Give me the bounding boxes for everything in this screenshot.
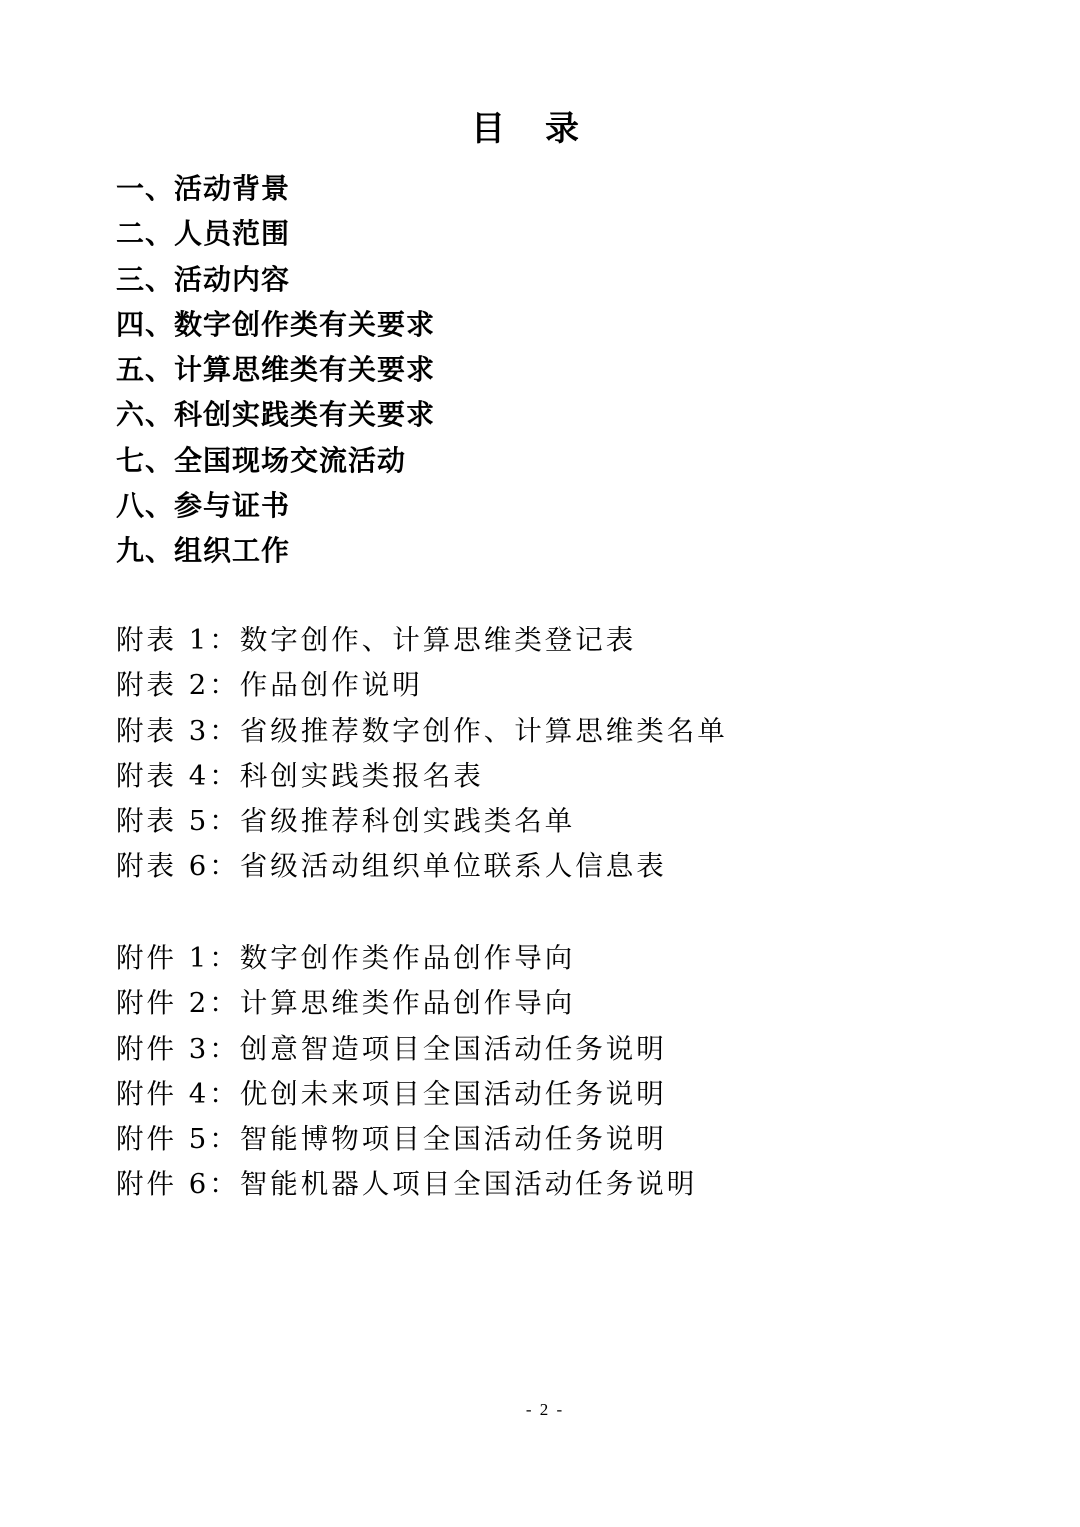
toc-attachment-item[interactable]: 附件 4：优创未来项目全国活动任务说明 xyxy=(116,1077,667,1110)
toc-attachment-item[interactable]: 附件 1：数字创作类作品创作导向 xyxy=(116,942,576,974)
toc-item[interactable]: 二、人员范围 xyxy=(116,217,291,251)
toc-table-item[interactable]: 附表 2：作品创作说明 xyxy=(116,669,423,702)
toc-attachment-item[interactable]: 附件 6：智能机器人项目全国活动任务说明 xyxy=(116,1168,698,1201)
toc-attachments xyxy=(116,936,697,1208)
toc-attachment-item[interactable]: 附件 5：智能博物项目全国活动任务说明 xyxy=(116,1123,667,1156)
toc-table-item[interactable]: 附表 4：科创实践类报名表 xyxy=(116,759,484,792)
toc-item[interactable]: 三、活动内容 xyxy=(116,262,291,296)
toc-attachment-item[interactable]: 附件 3：创意智造项目全国活动任务说明 xyxy=(116,1032,667,1065)
toc-item[interactable]: 七、全国现场交流活动 xyxy=(116,443,407,477)
toc-main-sections xyxy=(116,166,435,574)
toc-item[interactable]: 六、科创实践类有关要求 xyxy=(116,398,436,432)
toc-table-item[interactable]: 附表 6：省级活动组织单位联系人信息表 xyxy=(116,850,667,883)
toc-appendix-tables xyxy=(116,618,728,890)
toc-table-item[interactable]: 附表 1：数字创作、计算思维类登记表 xyxy=(116,624,637,656)
toc-item[interactable]: 五、计算思维类有关要求 xyxy=(116,353,436,387)
toc-table-item[interactable]: 附表 5：省级推荐科创实践类名单 xyxy=(116,805,576,838)
toc-item[interactable]: 九、组织工作 xyxy=(116,534,291,568)
toc-item[interactable]: 四、数字创作类有关要求 xyxy=(116,307,436,341)
toc-table-item[interactable]: 附表 3：省级推荐数字创作、计算思维类名单 xyxy=(116,714,728,747)
page-title: 目录 xyxy=(471,109,619,149)
toc-attachment-item[interactable]: 附件 2：计算思维类作品创作导向 xyxy=(116,987,576,1020)
toc-item[interactable]: 一、活动背景 xyxy=(116,172,291,205)
page-number: - 2 - xyxy=(525,1400,565,1419)
toc-item[interactable]: 八、参与证书 xyxy=(116,489,291,523)
